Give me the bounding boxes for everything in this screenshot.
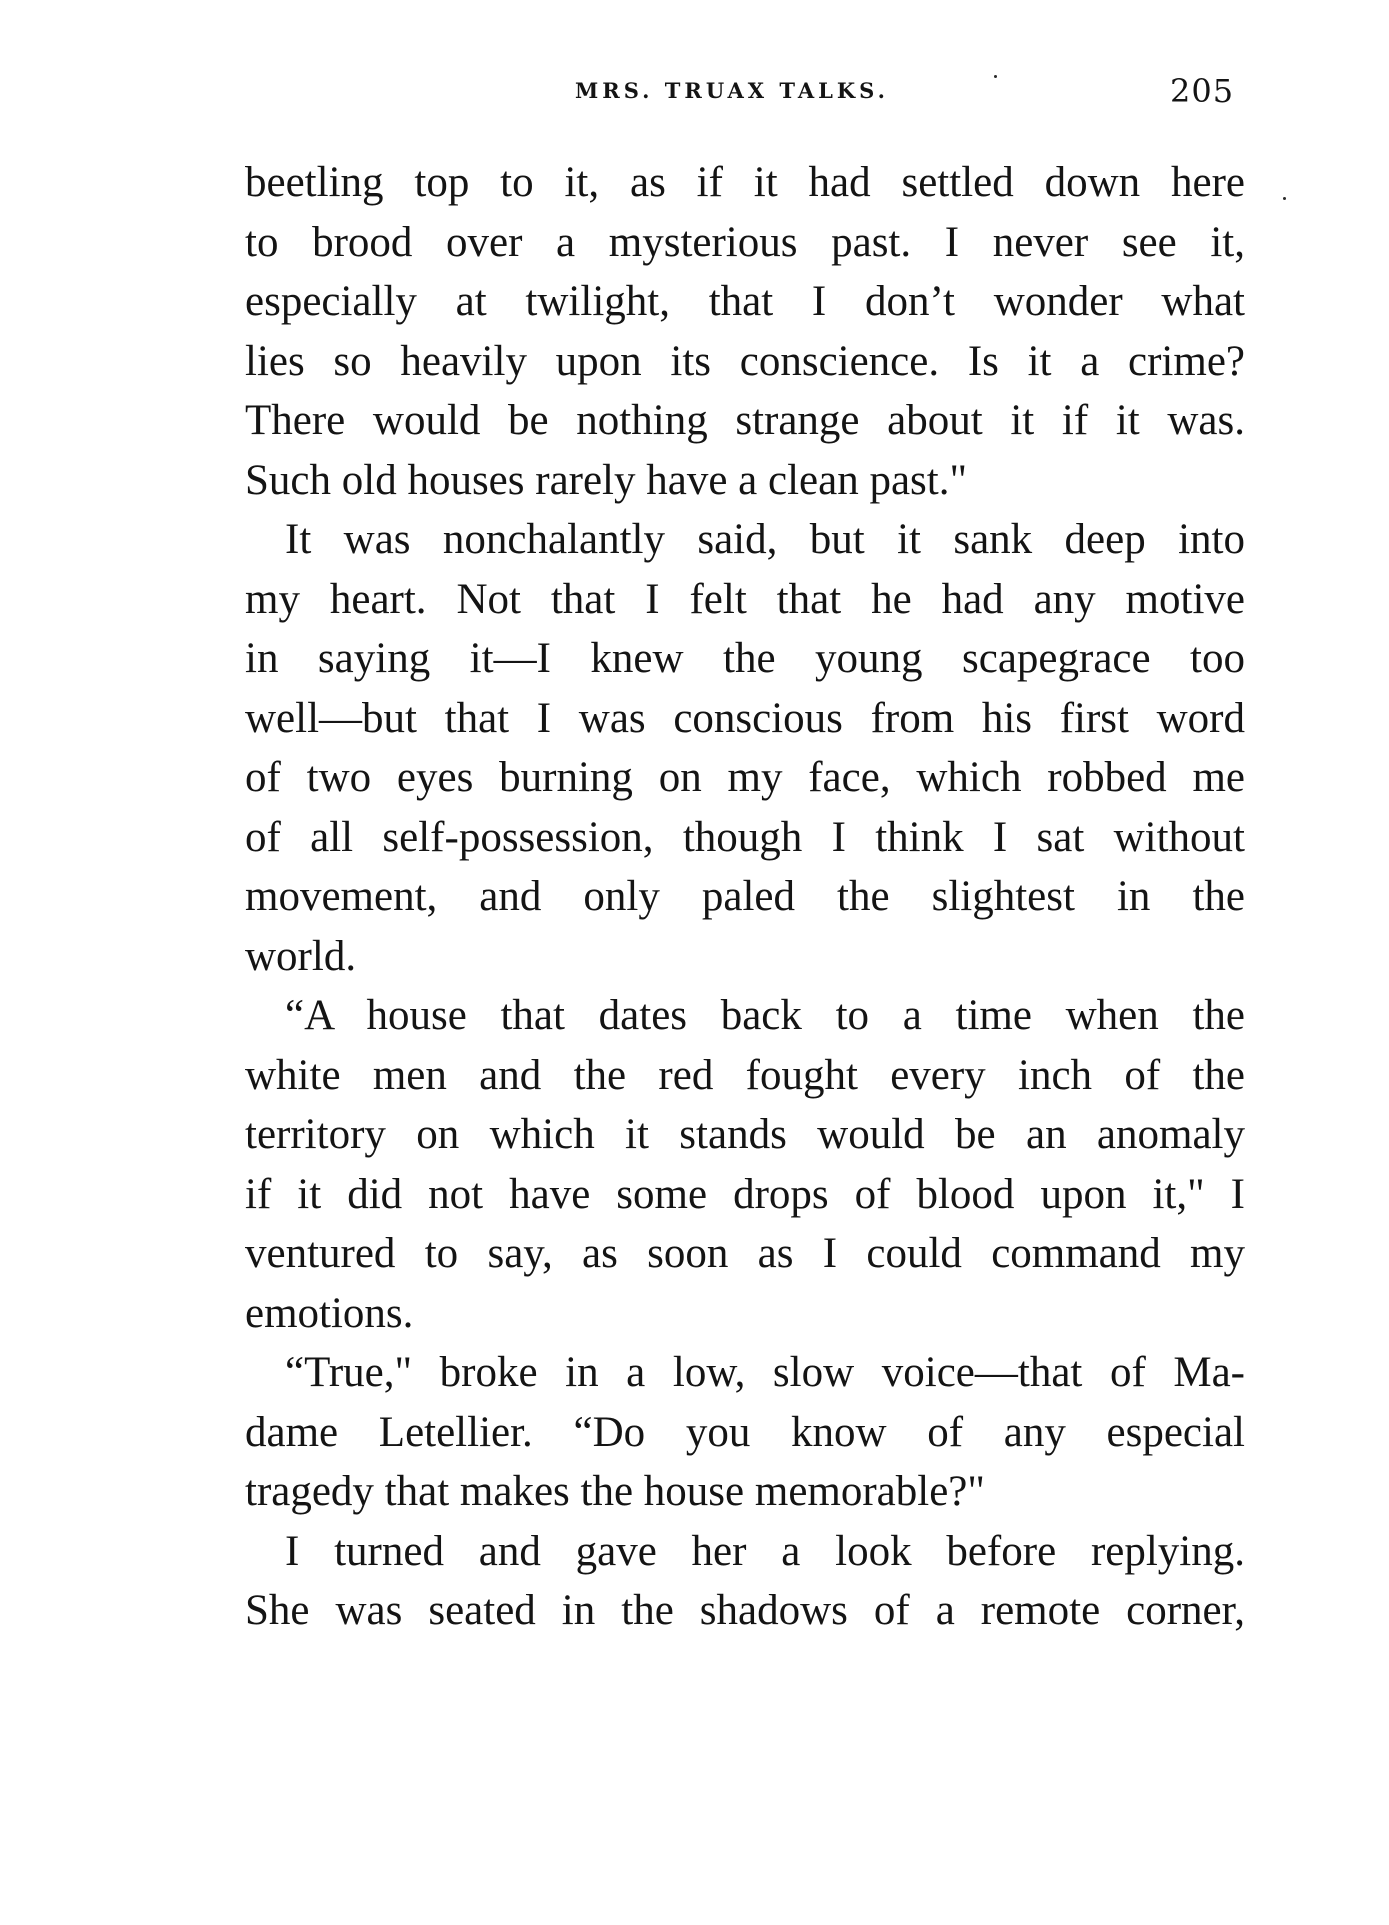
paragraph-first-line: “A house that dates back to a time when the xyxy=(285,992,1245,1039)
paragraph-end-line: Such old houses rarely have a clean past." xyxy=(245,456,968,504)
text-line: if it did not have some drops of blood upon it," I xyxy=(245,1170,1245,1218)
text-line: There would be nothing strange about it if it was. xyxy=(245,397,1245,444)
running-title: MRS. TRUAX TALKS. xyxy=(575,78,889,103)
paragraph-end-line: world. xyxy=(245,932,357,980)
paragraph-end-line: emotions. xyxy=(245,1289,414,1337)
text-line: beetling top to it, as if it had settled down here xyxy=(245,159,1245,206)
paragraph-first-line: “True," broke in a low, slow voice—that of Ma- xyxy=(285,1349,1245,1396)
print-speck xyxy=(994,75,997,78)
text-line: of all self-possession, though I think I sat without xyxy=(245,813,1245,861)
text-line: territory on which it stands would be an anomaly xyxy=(245,1111,1245,1158)
text-line: in saying it—I knew the young scapegrace too xyxy=(245,635,1245,682)
body-text xyxy=(245,153,1245,1641)
text-line: ventured to say, as soon as I could command my xyxy=(245,1230,1245,1277)
text-line: especially at twilight, that I don’t wonder what xyxy=(245,278,1245,325)
paragraph-end-line: tragedy that makes the house memorable?" xyxy=(245,1468,985,1515)
paragraph-first-line: It was nonchalantly said, but it sank deep into xyxy=(285,516,1245,563)
text-line: my heart. Not that I felt that he had any motive xyxy=(245,575,1245,623)
text-line: white men and the red fought every inch of the xyxy=(245,1051,1245,1099)
text-line: to brood over a mysterious past. I never see it, xyxy=(245,218,1245,266)
text-line: lies so heavily upon its conscience. Is it a crime? xyxy=(245,337,1245,385)
text-line: She was seated in the shadows of a remote corner, xyxy=(245,1587,1245,1634)
text-line: movement, and only paled the slightest in the xyxy=(245,873,1245,920)
print-speck xyxy=(1283,197,1286,200)
text-line: dame Letellier. “Do you know of any especial xyxy=(245,1408,1245,1456)
page-number: 205 xyxy=(1170,72,1235,110)
text-line: well—but that I was conscious from his first word xyxy=(245,694,1245,742)
text-line: of two eyes burning on my face, which robbed me xyxy=(245,754,1245,801)
running-header xyxy=(245,72,1245,122)
paragraph-first-line: I turned and gave her a look before replying. xyxy=(285,1527,1245,1575)
